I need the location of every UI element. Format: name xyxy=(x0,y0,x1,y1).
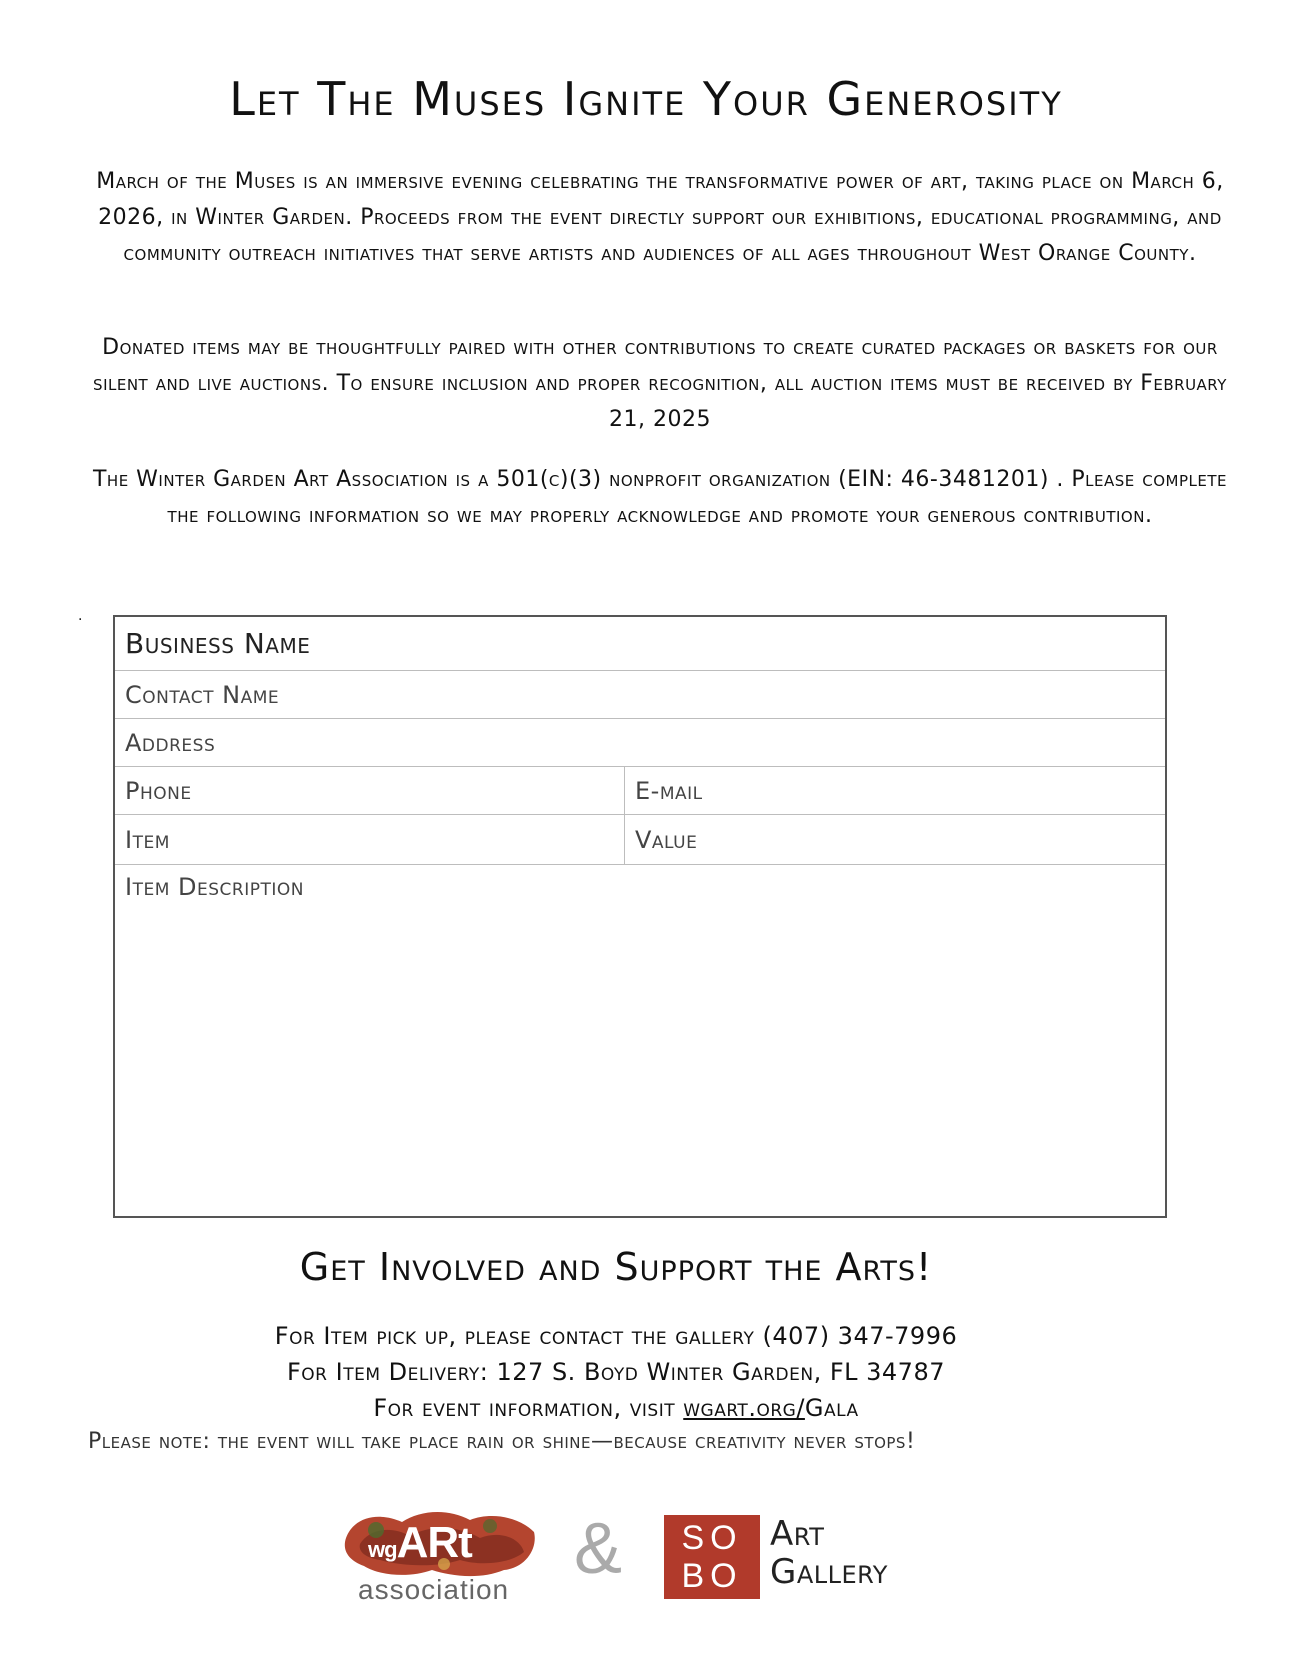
event-info-link[interactable]: wgart.org/ xyxy=(683,1394,805,1422)
intro-paragraph-event: March of the Muses is an immersive evening celebrating the transformative power of art, taking place on March 6, 2026, in Winter Garden. Proceeds from the event directly support our exhibitions, educational programming, and community outreach initiatives that serve artists and audiences of all ages throughout West Orange County. xyxy=(96,169,1224,266)
form-row-business xyxy=(115,617,1165,671)
form-row-contact xyxy=(115,671,1165,719)
sobo-logo xyxy=(664,1515,760,1599)
event-info-prefix: For event information, visit xyxy=(373,1394,684,1422)
value-field[interactable]: Value xyxy=(635,825,698,854)
wg-art-wordmark: wgARt xyxy=(368,1518,472,1567)
phone-field[interactable]: Phone xyxy=(115,767,625,814)
form-row-description xyxy=(115,865,1165,1216)
address-field[interactable]: Address xyxy=(125,728,216,757)
intro-paragraph-donations: Donated items may be thoughtfully paired with other contributions to create curated packages or baskets for our silent and live auctions. To ensure inclusion and proper recognition, all auction items must be received by February 21, 2025 xyxy=(93,335,1227,432)
contact-name-field[interactable]: Contact Name xyxy=(125,680,280,709)
business-name-field[interactable]: Business Name xyxy=(125,627,311,660)
sobo-name-line-1: Art xyxy=(770,1514,825,1554)
support-heading: Get Involved and Support the Arts! xyxy=(299,1245,933,1289)
intro-paragraph-nonprofit: The Winter Garden Art Association is a 501(c)(3) nonprofit organization (EIN: 46-3481201) . Please complete the following information so we may properly acknowledge and promote your generous contribution. xyxy=(92,467,1227,528)
delivery-info: For Item Delivery: 127 S. Boyd Winter Garden, FL 34787 xyxy=(286,1358,945,1386)
item-field[interactable]: Item xyxy=(115,815,625,864)
event-info xyxy=(0,1394,1232,1422)
sobo-line-2: BO xyxy=(681,1557,743,1595)
ampersand: & xyxy=(574,1509,623,1589)
sobo-name-line-2: Gallery xyxy=(770,1552,888,1592)
sobo-line-1: SO xyxy=(681,1519,743,1557)
event-info-suffix: Gala xyxy=(804,1394,859,1422)
donation-form xyxy=(113,615,1167,1218)
form-row-address xyxy=(115,719,1165,767)
email-field[interactable]: E-mail xyxy=(635,776,703,805)
stray-dot: . xyxy=(78,608,83,624)
wg-art-association-logo xyxy=(340,1508,540,1608)
pickup-info: For Item pick up, please contact the gallery (407) 347-7996 xyxy=(274,1322,958,1350)
page-title: Let The Muses Ignite Your Generosity xyxy=(229,72,1063,126)
form-row-item-value xyxy=(115,815,1165,865)
form-row-phone-email xyxy=(115,767,1165,815)
sobo-art-gallery-name xyxy=(770,1515,888,1591)
wg-art-association-text: association xyxy=(358,1574,510,1605)
item-description-field[interactable]: Item Description xyxy=(125,873,304,901)
rain-or-shine-note: Please note: the event will take place rain or shine—because creativity never stops! xyxy=(88,1429,916,1454)
